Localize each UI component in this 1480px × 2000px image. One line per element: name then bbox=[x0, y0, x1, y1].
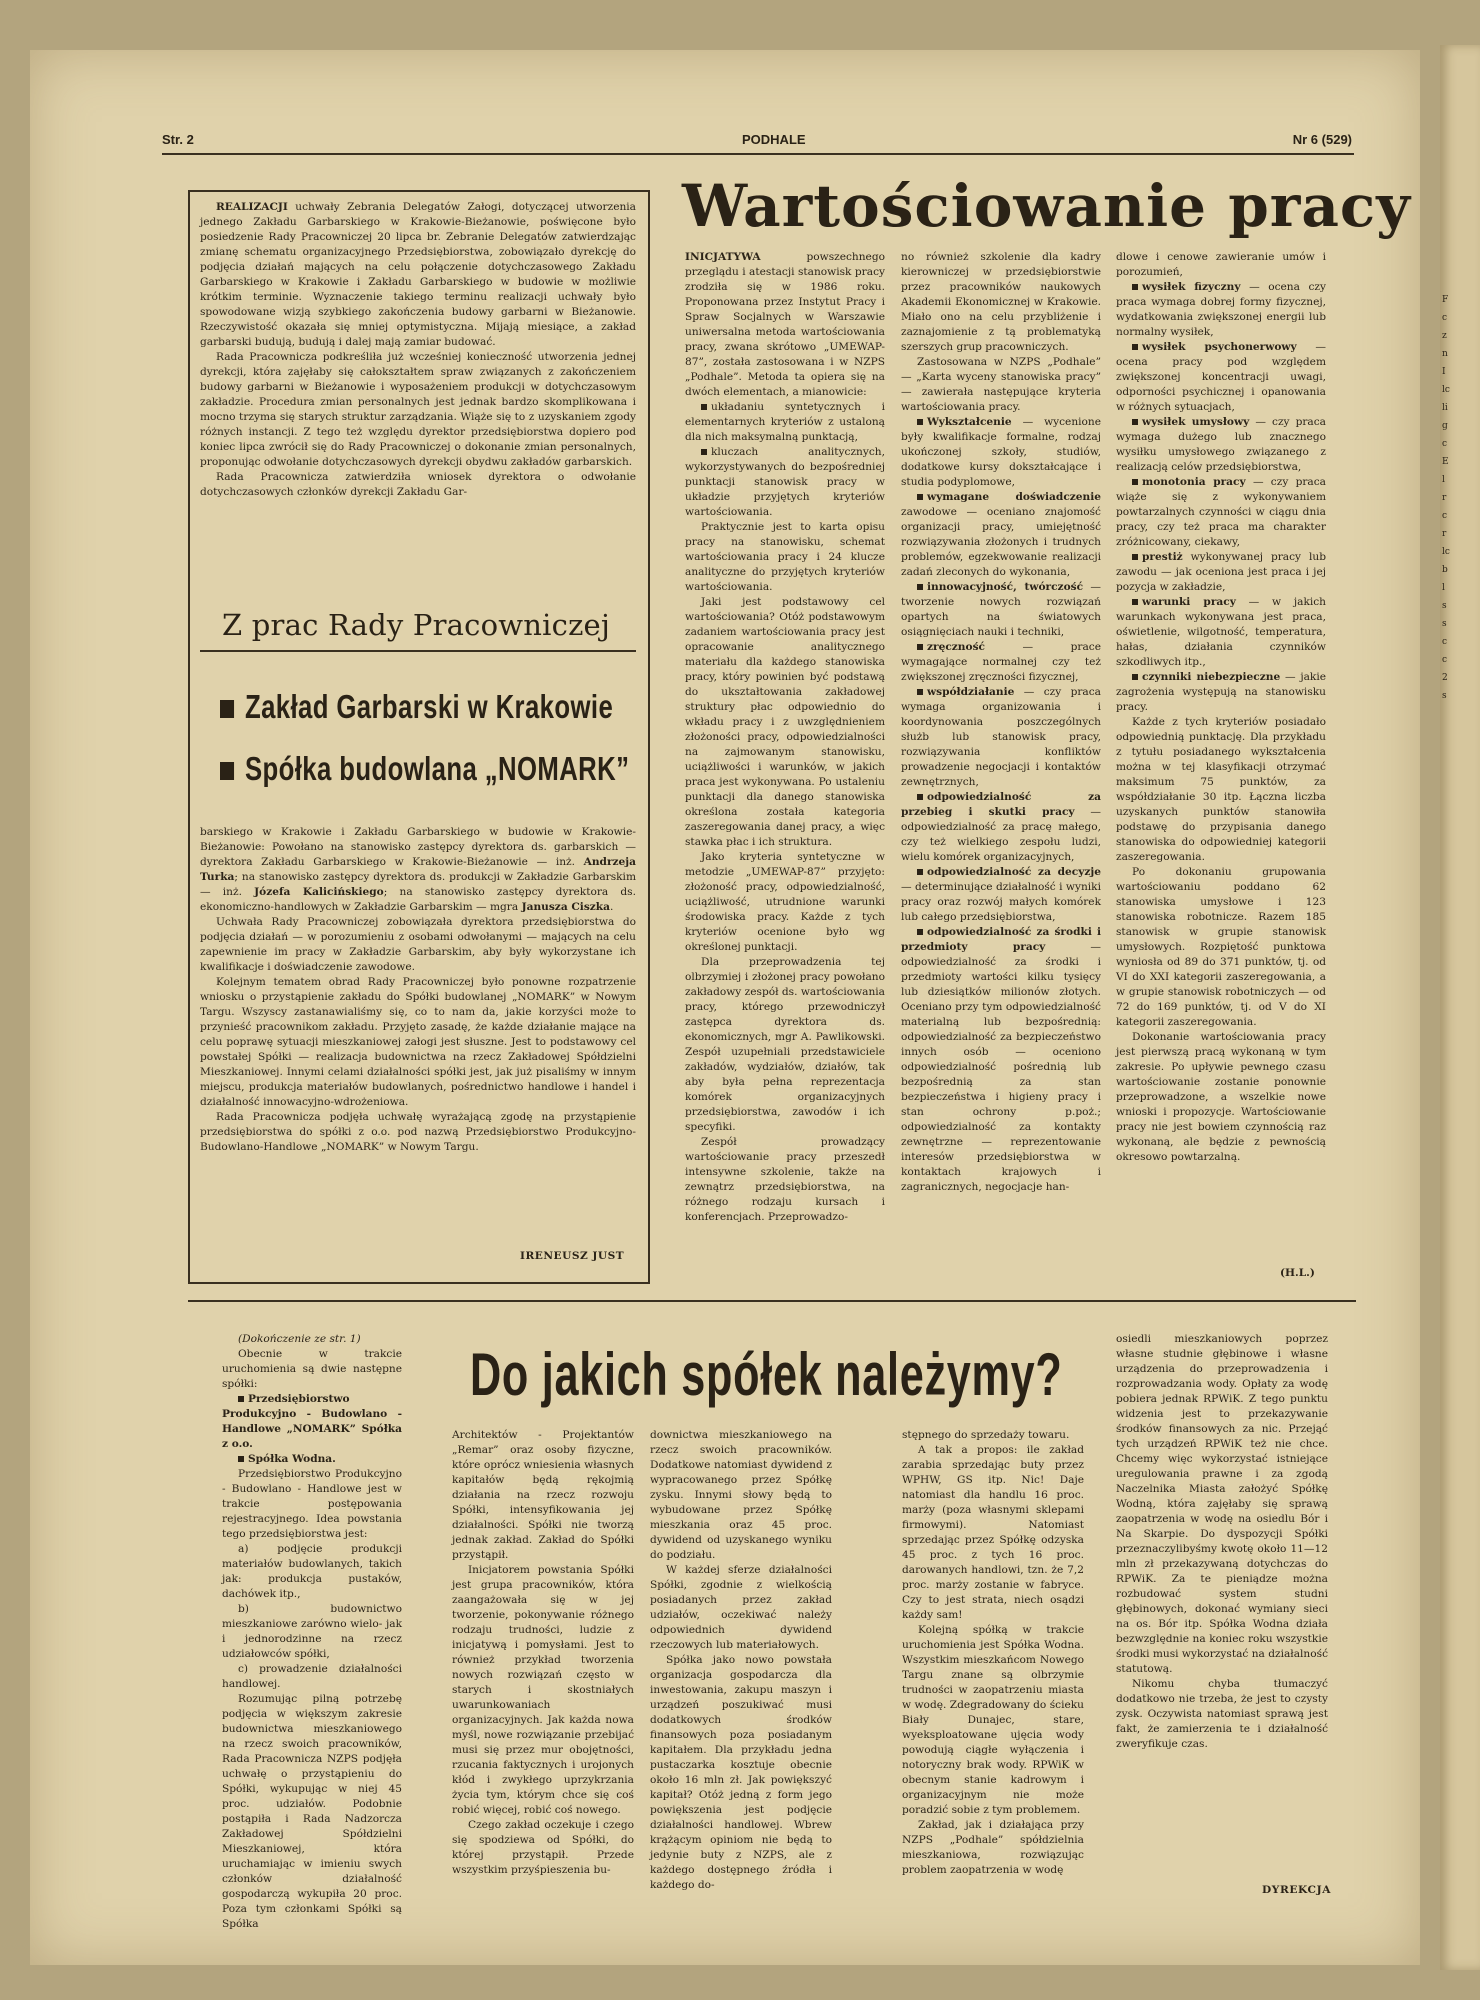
author-signature: IRENEUSZ JUST bbox=[520, 1250, 625, 1262]
page-number: Str. 2 bbox=[162, 132, 194, 147]
square-bullet-icon bbox=[917, 869, 923, 875]
list-item: b) budownictwo mieszkaniowe zarówno wielo- jak i jednorodzinne na rzecz udziałowców spółki, bbox=[222, 1603, 402, 1660]
paragraph: downictwa mieszkaniowego na rzecz swoich pracowników. Dodatkowe natomiast dywidend z wypracowanego przez Spółkę zysku. Innymi słowy będą to wybudowane przez Spółkę mieszkania oraz 45 proc. dywidend od uzyskanego wyniku do podziału. bbox=[650, 1429, 832, 1561]
square-bullet-icon bbox=[917, 644, 923, 650]
square-bullet-icon bbox=[1132, 284, 1138, 290]
author-signature: DYREKCJA bbox=[1262, 1884, 1332, 1896]
person-name: Janusza Ciszka bbox=[521, 901, 611, 913]
text: — odpowiedzialność za pracę małego, czy też wielkiego zespołu ludzi, wielu komórek organizacyjnych, bbox=[901, 806, 1101, 863]
subheading-text: Zakład Garbarski w Krakowie bbox=[244, 688, 614, 725]
paragraph: Zakład, jak i działająca przy NZPS „Podhale” spółdzielnia mieszkaniowa, rozwiązując problem zaopatrzenia w wodę bbox=[902, 1819, 1084, 1876]
list-item: c) prowadzenie działalności handlowej. bbox=[222, 1663, 402, 1690]
article-column-3 bbox=[1116, 250, 1326, 1165]
criterion: prestiż bbox=[1142, 551, 1183, 563]
square-bullet-icon bbox=[917, 419, 923, 425]
next-page-edge-text: c bbox=[1442, 655, 1448, 665]
next-page-edge-text: c bbox=[1442, 439, 1448, 449]
paragraph: Rozumując pilną potrzebę podjęcia w większym zakresie budownictwa mieszkaniowego na rzecz swoich pracowników, Rada Pracownicza NZPS podjęła uchwałę o przystąpieniu do Spółki, wykupując w niej 45 proc. udziałów. Podobnie postąpiła i Rada Nadzorcza Zakładowej Spółdzielni Mieszkaniowej, która uruchamiając w imieniu swych członków działalność gospodarczą wykupiła 20 proc. Poza tym członkami Spółki są Spółka bbox=[222, 1693, 402, 1930]
company-name: Spółka Wodna. bbox=[248, 1453, 336, 1465]
text: — czy praca wiąże się z wykonywaniem powtarzalnych czynności w ciągu dnia pracy, czy też praca ma charakter zróżnicowany, ciekawy, bbox=[1116, 476, 1326, 548]
paragraph: Zastosowana w NZPS „Podhale” — „Karta wyceny stanowiska pracy” — zawierała następujące kryteria wartościowania pracy. bbox=[901, 356, 1101, 413]
text: — ocena czy praca wymaga dobrej formy fizycznej, wydatkowania zwiększonej energii lub normalny wysiłek, bbox=[1116, 281, 1326, 338]
paragraph: Po dokonaniu grupowania wartościowaniu poddano 62 stanowiska umysłowe i 123 stanowiska robotnicze. Razem 185 stanowisk w grupie stanowisk umysłowych. Rozpiętość punktowa wyniosła od 89 do 371 punktów, tj. od VI do XXI kategorii zaszeregowania, a w grupie stanowisk robotniczych — od 72 do 169 punktów, tj. od V do XI kategorii zaszeregowania. bbox=[1116, 866, 1326, 1028]
paragraph: Obecnie w trakcie uruchomienia są dwie następne spółki: bbox=[222, 1348, 402, 1390]
lead-word: REALIZACJI bbox=[216, 201, 288, 213]
square-bullet-icon bbox=[220, 762, 234, 780]
left-article-bottom: barskiego w Krakowie i Zakładu Garbarskiego w budowie w Krakowie-Bieżanowie: Powołano na stanowisko zastępcy dyrektora ds. garbarskich — dyrektora Zakładu Garbarskiego w Krakowie-Bieżanowie — inż. Andrzeja Turka; na stanowisko zastępcy dyrektora ds. produkcji w Zakładzie Garbarskim — inż. Józefa Kalicińskiego; na stanowisko zastępcy dyrektora ds. ekonomiczno-handlowych w Zakładzie Garbarskim — mgra Janusza Ciszka. Uchwała Rady Pracowniczej zobowiązała dyrektora przedsiębiorstwa do podjęcia działań — w porozumieniu z osobami odwołanymi — mających na celu zapewnienie im pracy w Zakładzie Garbarskim, aby były wykorzystane ich kwalifikacje i doświadczenie zawodowe. Kolejnym tematem obrad Rady Pracowniczej było ponowne rozpatrzenie wniosku o przystąpienie zakładu do Spółki budowlanej „NOMARK” w Nowym Targu. Wszyscy zastanawialiśmy się, co to nam da, jakie korzyści może to przynieść pracownikom zakładu. Przyjęto zasadę, że każde działanie mające na celu poprawę sytuacji mieszkaniowej załogi jest słuszne. Jest to podstawowy cel powstałej Spółki — realizacja budownictwa na rzecz Zakładowej Spółdzielni Mieszkaniowej. Innymi celami działalności spółki jest, jak już pisaliśmy w innym miejscu, produkcja materiałów budowlanych, pośrednictwo handlowe i handel i działalność innowacyjno-wdrożeniowa. Rada Pracownicza podjęła uchwałę wyrażającą zgodę na przystąpienie przedsiębiorstwa do spółki z o.o. pod nazwą Przedsiębiorstwo Produkcyjno-Budowlano-Handlowe „NOMARK” w Nowym Targu. bbox=[200, 826, 636, 1153]
criterion: współdziałanie bbox=[927, 686, 1015, 698]
next-page-edge-text: n bbox=[1442, 349, 1448, 359]
next-page-edge-text: li bbox=[1442, 403, 1448, 413]
next-page-edge-text: s bbox=[1442, 691, 1447, 701]
page-header bbox=[162, 132, 1352, 152]
next-page-edge-text: l bbox=[1442, 583, 1445, 593]
bullet-text: układaniu syntetycznych i elementarnych kryteriów z ustaloną dla nich maksymalną punktacją, bbox=[685, 401, 885, 443]
company-name: Przedsiębiorstwo Produkcyjno - Budowlano - Handlowe „NOMARK” Spółka z o.o. bbox=[222, 1393, 402, 1450]
paragraph: Dokonanie wartościowania pracy jest pierwszą pracą wykonaną w tym zakresie. Po upływie pewnego czasu wartościowanie zostanie ponownie przeprowadzone, a wszelkie nowe wnioski i propozycje. Wartościowanie pracy nie jest bowiem czynnością raz wykonaną, ale będzie z pewnością okresowo powtarzalną. bbox=[1116, 1031, 1326, 1163]
paragraph: uchwały Zebrania Delegatów Załogi, dotyczącej utworzenia jednego Zakładu Garbarskiego w Krakowie-Bieżanowie, poświęcone było posiedzenie Rady Pracowniczej 20 lipca br. Zebranie Delegatów zatwierdzając zmianę schematu organizacyjnego Przedsiębiorstwa, zobowiązało dyrekcję do podjęcia działań mających na celu połączenie dotychczasowego Zakładu Garbarskiego w Krakowie i Zakładu Garbarskiego w budowie w możliwie krótkim terminie. Wyznaczenie takiego terminu realizacji uchwały było spowodowane wizją szybkiego zakończenia budowy garbarni w Bieżanowie. Rzeczywistość okazała się mniej optymistyczna. Mijają miesiące, a zakład garbarski budują, budują i dalej mają zamiar budować. bbox=[200, 201, 636, 348]
square-bullet-icon bbox=[238, 1396, 244, 1402]
rubric-rule bbox=[200, 650, 636, 652]
next-page-edge-text: F bbox=[1442, 295, 1449, 305]
paper-name: PODHALE bbox=[742, 132, 806, 147]
paragraph: Dla przeprowadzenia tej olbrzymiej i złożonej pracy powołano zakładowy zespół ds. wartościowania pracy, którego przewodniczył zastępca dyrektora ds. ekonomicznych, mgr A. Pawlikowski. Zespół uzupełniali przedstawiciele zakładów, wydziałów, działów, tak aby była pełna reprezentacja komórek organizacyjnych przedsiębiorstwa, zawodów i ich specyfiki. bbox=[685, 956, 885, 1133]
article-column-2 bbox=[901, 250, 1101, 1195]
next-page-edge-text: g bbox=[1442, 421, 1448, 431]
subheading-1 bbox=[220, 688, 613, 726]
criterion: innowacyjność, twórczość bbox=[927, 581, 1084, 593]
square-bullet-icon bbox=[917, 794, 923, 800]
paragraph: Kolejną spółką w trakcie uruchomienia jest Spółka Wodna. Wszystkim mieszkańcom Nowego Targu znane są olbrzymie trudności w zaopatrzeniu miasta w wodę. Zdegradowany do ścieku Biały Dunajec, stare, wyeksploatowane ujęcia wody powodują ciągłe wyłączenia i notoryczny brak wody. RPWiK w obecnym stanie kadrowym i organizacyjnym nie może poradzić sobie z tym problemem. bbox=[902, 1624, 1084, 1816]
text: wykonywanej pracy lub zawodu — jak oceniona jest praca i jej pozycja w zakładzie, bbox=[1116, 551, 1326, 593]
square-bullet-icon bbox=[220, 700, 234, 718]
criterion: warunki pracy bbox=[1142, 596, 1236, 608]
text: — odpowiedzialność za środki i przedmioty wartości kilku tysięcy lub dziesiątków milionów złotych. Oceniano przy tym odpowiedzialność materialną lub bezpośrednią: odpowiedzialność za bezpieczeństwo innych osób — oceniono odpowiedzialność pośrednią lub bezpośrednią za stan bezpieczeństwa i higieny pracy i stan ochrony p.poż.; odpowiedzialność za kontakty zewnętrzne — reprezentowanie interesów przedsiębiorstwa w kontaktach krajowych i zagranicznych, negocjacje han- bbox=[901, 941, 1101, 1193]
paragraph: Zespół prowadzący wartościowanie pracy przeszedł intensywne szkolenie, także na zewnątrz przedsiębiorstwa, na różnego rodzaju kursach i konferencjach. Przeprowadzo- bbox=[685, 1136, 885, 1223]
next-page-edge-text: lc bbox=[1442, 385, 1450, 395]
next-page-edge bbox=[1440, 45, 1480, 1970]
text: — wycenione były kwalifikacje formalne, rodzaj ukończonej szkoły, studiów, dodatkowe kursy dokształcające i studia podyplomowe, bbox=[901, 416, 1101, 488]
next-page-edge-text: c bbox=[1442, 637, 1448, 647]
person-name: Józefa Kalicińskiego bbox=[254, 886, 384, 898]
paragraph: Uchwała Rady Pracowniczej zobowiązała dyrektora przedsiębiorstwa do podjęcia działań — w porozumieniu z osobami odwołanymi — mających na celu zapewnienie im pracy w Zakładzie Garbarskim, aby były wykorzystane ich kwalifikacje i doświadczenie zawodowe. bbox=[200, 916, 636, 973]
person-name: Andrzeja Turka bbox=[200, 856, 636, 883]
article-title: Wartościowanie pracy bbox=[682, 172, 1411, 240]
paragraph: Jaki jest podstawowy cel wartościowania? Otóż podstawowym zadaniem wartościowania pracy jest opracowanie analitycznego materiału dla każdego stanowiska pracy, który powinien być podstawą do ukształtowania zakładowej struktury płac odpowiednio do wkładu pracy i z uwzględnieniem złożoności pracy, odpowiedzialności na zajmowanym stanowisku, uciążliwości i warunków, w jakich praca jest wykonywana. Po ustaleniu punktacji dla danego stanowiska określona została kategoria zaszeregowania danej pracy, a więc stawka płac i ich struktura. bbox=[685, 596, 885, 848]
header-rule bbox=[162, 153, 1354, 155]
round-bullet-icon bbox=[701, 404, 707, 410]
square-bullet-icon bbox=[1132, 674, 1138, 680]
text: — determinujące działalność i wyniki pracy oraz rozwój małych komórek lub całego przedsiębiorstwa, bbox=[901, 881, 1101, 923]
next-page-edge-text: c bbox=[1442, 511, 1448, 521]
section-divider bbox=[188, 1300, 1356, 1302]
square-bullet-icon bbox=[1132, 554, 1138, 560]
paragraph: W każdej sferze działalności Spółki, zgodnie z wielkością posiadanych przez zakład udziałów, oczekiwać należy odpowiednich dywidend rzeczowych lub materiałowych. bbox=[650, 1564, 832, 1651]
next-page-edge-text: I bbox=[1442, 367, 1446, 377]
paragraph: stępnego do sprzedaży towaru. bbox=[902, 1429, 1070, 1441]
square-bullet-icon bbox=[917, 929, 923, 935]
square-bullet-icon bbox=[1132, 344, 1138, 350]
bottom-column-4 bbox=[902, 1428, 1084, 1878]
text: — czy praca wymaga dużego lub znacznego wysiłku umysłowego związanego z realizacją celów przedsiębiorstwa, bbox=[1116, 416, 1326, 473]
text: — ocena pracy pod względem zwiększonej koncentracji uwagi, odporności psychicznej i opanowania w różnych sytuacjach, bbox=[1116, 341, 1326, 413]
paragraph: Rada Pracownicza zatwierdziła wniosek dyrektora o odwołanie dotychczasowych członków dyrekcji Zakładu Gar- bbox=[200, 471, 636, 498]
text: ; na stanowisko zastępcy dyrektora ds. ekonomiczno-handlowych w Zakładzie Garbarskim — mgra bbox=[200, 886, 636, 913]
left-article-top bbox=[200, 200, 636, 500]
next-page-edge-text: E bbox=[1442, 457, 1449, 467]
text: powszechnego przeglądu i atestacji stanowisk pracy zrodziła się w 1986 roku. Proponowana przez Instytut Pracy i Spraw Socjalnych w Warszawie uniwersalna metoda wartościowania pracy, zwana skrótowo „UMEWAP-87”, została zastosowana i w NZPS „Podhale”. Metoda ta opiera się na dwóch elementach, a mianowicie: bbox=[685, 251, 885, 398]
criterion: wymagane doświadczenie bbox=[927, 491, 1101, 503]
paragraph: Przedsiębiorstwo Produkcyjno - Budowlano - Handlowe jest w trakcie postępowania rejestracyjnego. Idea powstania tego przedsiębiorstwa jest: bbox=[222, 1468, 402, 1540]
paragraph: Rada Pracownicza podjęła uchwałę wyrażającą zgodę na przystąpienie przedsiębiorstwa do spółki z o.o. pod nazwą Przedsiębiorstwo Produkcyjno-Budowlano-Handlowe „NOMARK” w Nowym Targu. bbox=[200, 1111, 636, 1153]
criterion: odpowiedzialność za przebieg i skutki pracy bbox=[901, 791, 1101, 818]
square-bullet-icon bbox=[917, 584, 923, 590]
article-title: Do jakich spółek należymy? bbox=[470, 1341, 1063, 1408]
paragraph: Kolejnym tematem obrad Rady Pracowniczej było ponowne rozpatrzenie wniosku o przystąpienie zakładu do Spółki budowlanej „NOMARK” w Nowym Targu. Wszyscy zastanawialiśmy się, co to nam da, jakie korzyści może to przynieść pracownikom zakładu. Przyjęto zasadę, że każde działanie mające na celu poprawę sytuacji mieszkaniowej załogi jest słuszne. Jest to podstawowy cel powstałej Spółki — realizacja budownictwa na rzecz Zakładowej Spółdzielni Mieszkaniowej. Innymi celami działalności spółki jest, jak już pisaliśmy w innym miejscu, produkcja materiałów budowlanych, pośrednictwo handlowe i handel i działalność innowacyjno-wdrożeniowa. bbox=[200, 976, 636, 1108]
round-bullet-icon bbox=[701, 449, 707, 455]
criterion: odpowiedzialność za środki i przedmioty pracy bbox=[901, 926, 1101, 953]
next-page-edge-text: lc bbox=[1442, 547, 1450, 557]
next-page-edge-text: r bbox=[1442, 493, 1447, 503]
subheading-2 bbox=[220, 750, 629, 788]
lead-word: INICJATYWA bbox=[685, 251, 761, 263]
author-signature: (H.L.) bbox=[1280, 1267, 1315, 1279]
criterion: wysiłek fizyczny bbox=[1142, 281, 1241, 293]
square-bullet-icon bbox=[1132, 599, 1138, 605]
square-bullet-icon bbox=[1132, 479, 1138, 485]
next-page-edge-text: 2 bbox=[1442, 673, 1448, 683]
paragraph: dlowe i cenowe zawieranie umów i porozumień, bbox=[1116, 251, 1326, 278]
paragraph: Praktycznie jest to karta opisu pracy na stanowisku, schemat wartościowania pracy i 24 klucze analityczne do przyjętych kryteriów wartościowania. bbox=[685, 521, 885, 593]
bottom-column-1 bbox=[222, 1332, 402, 1932]
bottom-column-2 bbox=[452, 1428, 634, 1878]
section-rubric: Z prac Rady Pracowniczej bbox=[222, 608, 611, 642]
text: barskiego w Krakowie i Zakładu Garbarskiego w budowie w Krakowie-Bieżanowie: Powołano na stanowisko zastępcy dyrektora ds. garbarskich — dyrektora Zakładu Garbarskiego w Krakowie-Bieżanowie — inż. bbox=[200, 826, 636, 868]
text: — jakie zagrożenia występują na stanowisku pracy. bbox=[1116, 671, 1326, 713]
criterion: zręczność bbox=[927, 641, 985, 653]
text: ; na stanowisko zastępcy dyrektora ds. produkcji w Zakładzie Garbarskim — inż. bbox=[200, 871, 636, 898]
next-page-edge-text: b bbox=[1442, 565, 1448, 575]
paragraph: Inicjatorem powstania Spółki jest grupa pracowników, która zaangażowała się w jej tworzenie, pokonywanie różnego rodzaju trudności, ludzie z inicjatywą i pomysłami. Jest to również przykład tworzenia nowych rozwiązań często w starych i skostniałych uwarunkowaniach organizacyjnych. Jak każda nowa myśl, nowe rozwiązanie przebijać musi się przez mur obojętności, rzucania faktycznych i urojonych kłód i zwykłego uprzykrzania życia tym, którym chce się coś robić więcej, robić coś nowego. bbox=[452, 1564, 634, 1816]
text: zawodowe — oceniano znajomość organizacji pracy, umiejętność rozwiązywania złożonych i trudnych problemów, egzekwowanie realizacji zadań zleconych do wykonania, bbox=[901, 506, 1101, 578]
paragraph: Nikomu chyba tłumaczyć dodatkowo nie trzeba, że jest to czysty zysk. Oczywista natomiast sprawą jest fakt, że zamierzenia te i działalność zweryfikuje czas. bbox=[1116, 1678, 1328, 1750]
list-item: a) podjęcie produkcji materiałów budowlanych, takich jak: produkcja pustaków, dachówek itp., bbox=[222, 1543, 402, 1600]
bottom-column-5 bbox=[1116, 1332, 1328, 1752]
next-page-edge-text: r bbox=[1442, 529, 1447, 539]
text: — prace wymagające normalnej czy też zwiększonej zręczności fizycznej, bbox=[901, 641, 1102, 683]
bottom-column-3 bbox=[650, 1428, 832, 1893]
paragraph: Każde z tych kryteriów posiadało odpowiednią punktację. Dla przykładu z tytułu posiadanego wykształcenia można w tej klasyfikacji otrzymać maksimum 75 punktów, za współdziałanie 30 itp. Łączna liczba uzyskanych punktów stanowiła podstawę do przypisania danego stanowiska do odpowiedniej kategorii zaszeregowania. bbox=[1116, 716, 1326, 863]
text: — czy praca wymaga organizowania i koordynowania poszczególnych służb lub stanowisk pracy, rozwiązywania konfliktów prowadzenie negocjacji i kontaktów zewnętrznych, bbox=[901, 686, 1101, 788]
criterion: czynniki niebezpieczne bbox=[1142, 671, 1281, 683]
next-page-edge-text: c bbox=[1442, 313, 1448, 323]
paragraph: Architektów - Projektantów „Remar” oraz osoby fizyczne, które oprócz wniesienia własnych kapitałów będą rękojmią działania na rzecz rozwoju Spółki, intensyfikowania jej działalności. Spółki nie tworzą jednak zakład. Zakład do Spółki przystąpił. bbox=[452, 1429, 634, 1561]
paragraph: osiedli mieszkaniowych poprzez własne studnie głębinowe i własne urządzenia do przeprowadzenia i rozprowadzania wody. Opłaty za wodę pobiera jednak RPWiK. Z tego punktu widzenia jest to przekazywanie środków finansowych za nic. Przejąć tych urządzeń RPWiK też nie chce. Chcemy więc wykorzystać istniejące uregulowania prawne i za zgodą Naczelnika Miasta założyć Spółkę Wodną, która zajęłaby się sprawą zaopatrzenia w wodę na osiedlu Bór i Na Skarpie. Do dyspozycji Spółki przeznaczylibyśmy kwotę około 11—12 mln zł przekazywaną dotychczas do RPWiK. Za te pieniądze można rozbudować system studni głębinowych, dokonać wymiany sieci na os. Bór itp. Spółka Wodna działa bezwzględnie na koniec roku wszystkie środki musi wykorzystać na działalność statutową. bbox=[1116, 1333, 1328, 1675]
next-page-edge-text: s bbox=[1442, 619, 1447, 629]
criterion: wysiłek umysłowy bbox=[1142, 416, 1250, 428]
square-bullet-icon bbox=[1132, 419, 1138, 425]
criterion: Wykształcenie bbox=[927, 416, 1012, 428]
paragraph: Spółka jako nowo powstała organizacja gospodarcza dla inwestowania, zakupu maszyn i urządzeń poszukiwać musi dodatkowych środków finansowych poza posiadanym kapitałem. Dla przykładu jedna pustaczarka kosztuje obecnie około 16 mln zł. Jak powiększyć kapitał? Otóż jedną z form jego powiększenia jest podjęcie działalności handlowej. Wbrew krążącym opiniom nie będą to jedynie buty z NZPS, ale z każdego dostępnego źródła i każdego do- bbox=[650, 1654, 832, 1891]
continuation-note: (Dokończenie ze str. 1) bbox=[238, 1333, 361, 1345]
issue-number: Nr 6 (529) bbox=[1292, 132, 1352, 147]
text: — tworzenie nowych rozwiązań opartych na światowych osiągnięciach nauki i techniki, bbox=[901, 581, 1101, 638]
next-page-edge-text: s bbox=[1442, 601, 1447, 611]
bullet-text: kluczach analitycznych, wykorzystywanych do bezpośredniej punktacji stanowisk pracy w układzie przyjętych kryteriów wartościowania. bbox=[685, 446, 885, 518]
text: — w jakich warunkach wykonywana jest praca, oświetlenie, wilgotność, temperatura, hałas, działania czynników szkodliwych itp., bbox=[1116, 596, 1327, 668]
square-bullet-icon bbox=[917, 494, 923, 500]
criterion: odpowiedzialność za decyzje bbox=[927, 866, 1101, 878]
next-page-edge-text: l bbox=[1442, 475, 1445, 485]
paragraph: Czego zakład oczekuje i czego się spodziewa od Spółki, do której przystąpił. Przede wszystkim przyśpieszenia bu- bbox=[452, 1819, 634, 1876]
criterion: monotonia pracy bbox=[1142, 476, 1246, 488]
paragraph: A tak a propos: ile zakład zarabia sprzedając buty przez WPHW, GS itp. Nic! Daje natomiast dla handlu 16 proc. marży (poza własnymi sklepami firmowymi). Natomiast sprzedając przez Spółkę odzyska 45 proc. z tych 16 proc. darowanych handlowi, tzn. że 7,2 proc. marży zostanie w fabryce. Czy to jest strata, niech osądzi każdy sam! bbox=[902, 1444, 1084, 1621]
subheading-text: Spółka budowlana „NOMARK” bbox=[244, 750, 630, 787]
square-bullet-icon bbox=[917, 689, 923, 695]
paragraph: no również szkolenie dla kadry kierowniczej w przedsiębiorstwie przez pracowników naukowych Akademii Ekonomicznej w Krakowie. Miało ono na celu przybliżenie i zaznajomienie z tą problematyką szerszych grup pracowniczych. bbox=[901, 251, 1101, 353]
next-page-edge-text: z bbox=[1442, 331, 1447, 341]
article-column-1 bbox=[685, 250, 885, 1225]
square-bullet-icon bbox=[238, 1456, 244, 1462]
paragraph: Jako kryteria syntetyczne w metodzie „UMEWAP-87” przyjęto: złożoność pracy, odpowiedzialność, uciążliwość, utrudnione warunki środowiska pracy. Każde z tych kryteriów ocenione było wg określonej punktacji. bbox=[685, 851, 885, 953]
criterion: wysiłek psychonerwowy bbox=[1142, 341, 1297, 353]
paragraph: Rada Pracownicza podkreśliła już wcześniej konieczność utworzenia jednej dyrekcji, która zajęłaby się całokształtem spraw związanych z zakończeniem budowy garbarni w Bieżanowie i wyposażeniem produkcji w dotychczasowym zakładzie. Procedura zmian personalnych jest jednak bardzo skomplikowana i mocno trzyma się starych struktur zarządzania. Wiąże się to z uzyskaniem zgody różnych instancji. Z tego też względu dyrektor przedsiębiorstwa dopiero pod koniec lipca zwrócił się do Rady Pracowniczej o dokonanie zmian personalnych, proponując odwołanie dotychczasowych dyrekcji obydwu zakładów garbarskich. bbox=[200, 351, 636, 468]
